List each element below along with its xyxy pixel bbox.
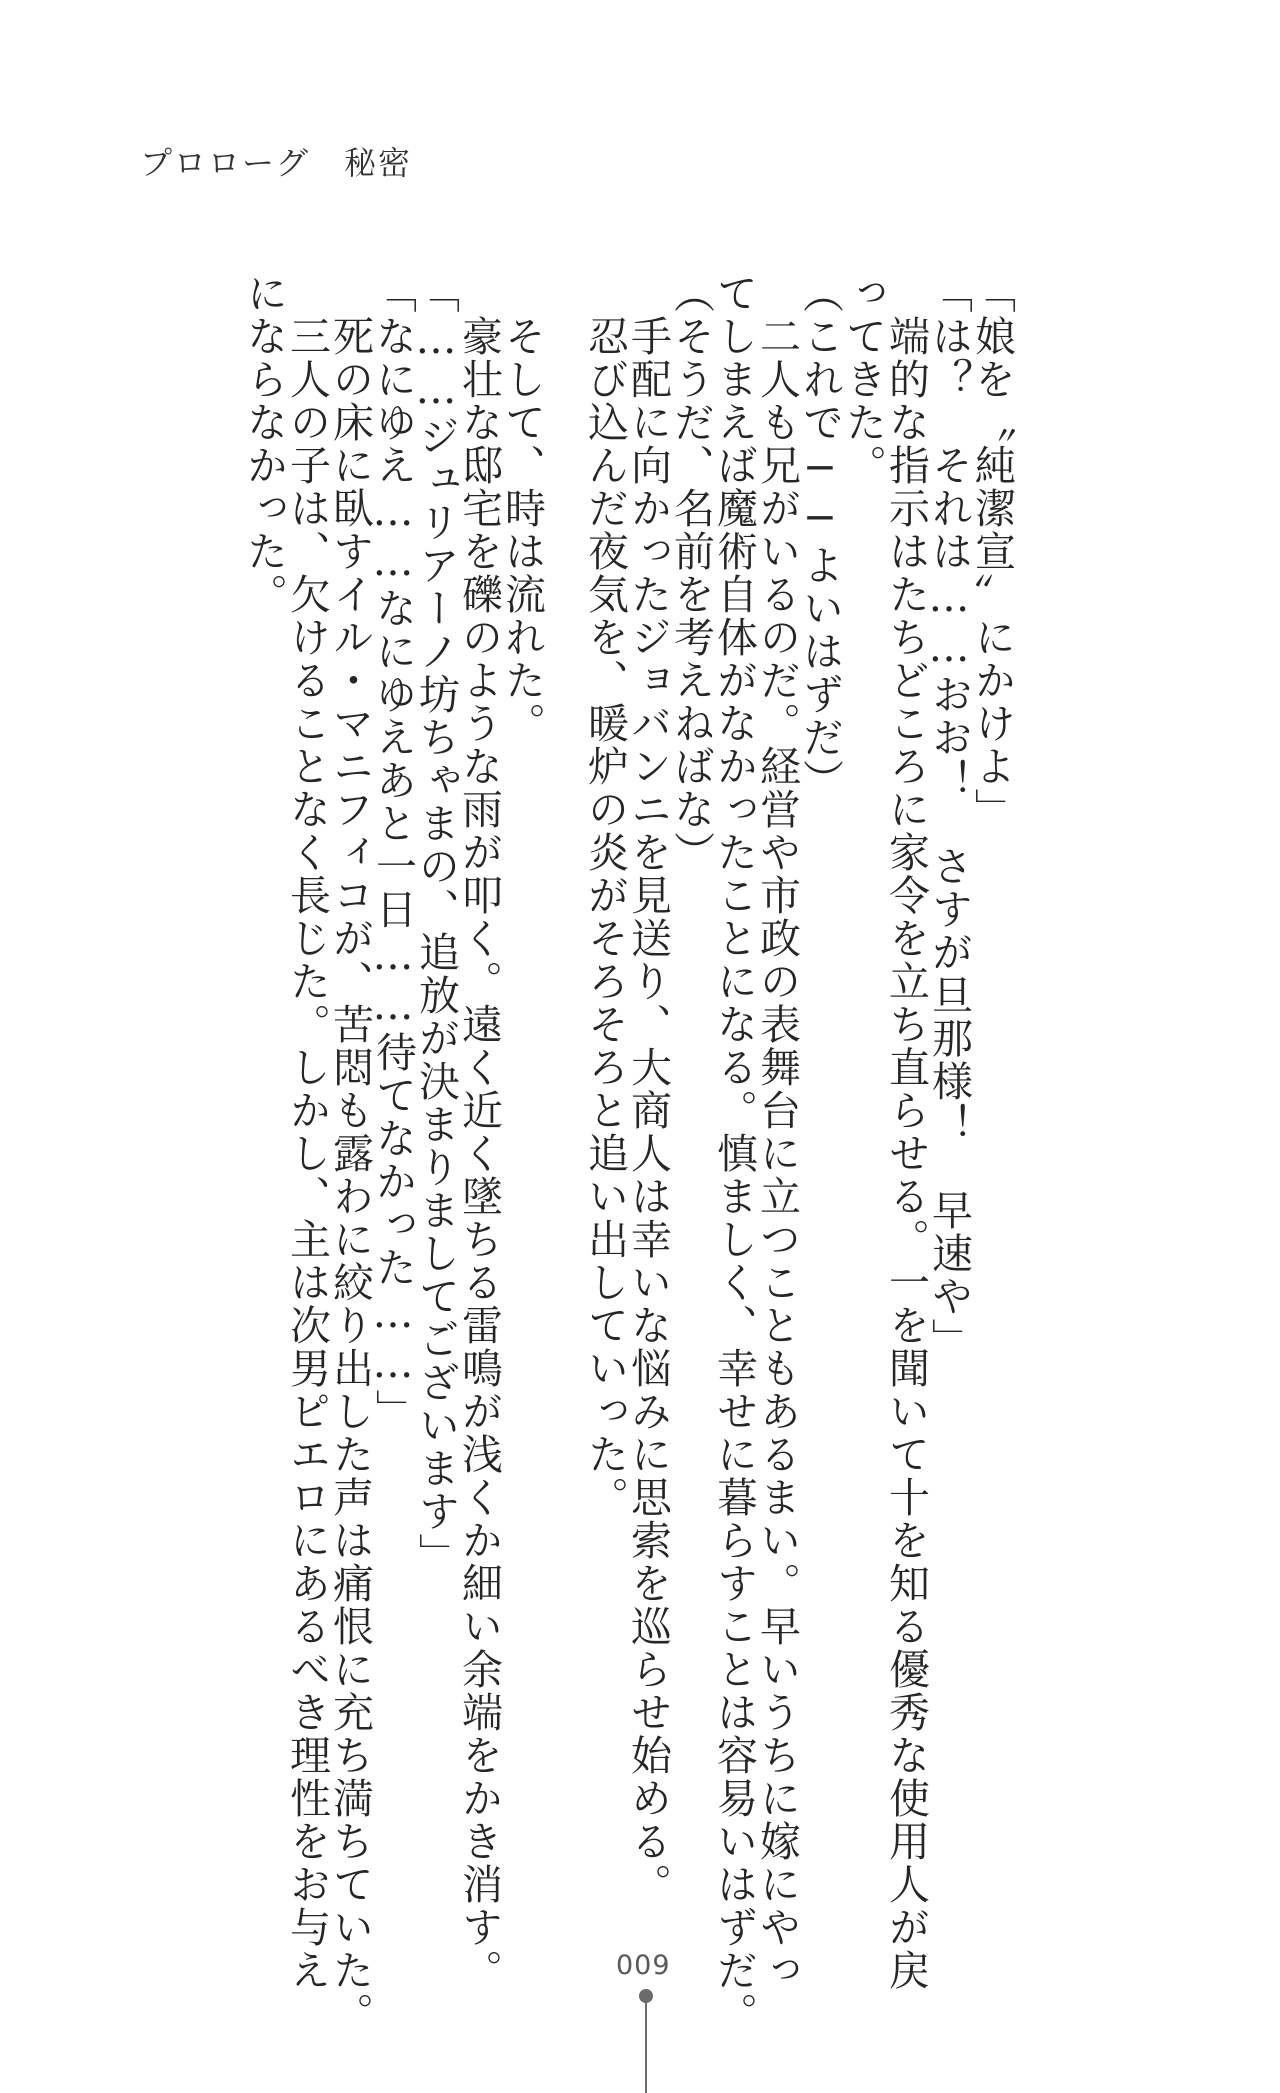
text-line: そして、時は流れた。 [498, 272, 546, 745]
scene-break [542, 272, 582, 1792]
text-line: ってきた。 [839, 272, 887, 487]
text-line: 端的な指示はたちどころに家令を立ち直らせる。一を聞いて十を知る優秀な使用人が戻 [882, 272, 930, 1992]
text-line: （そうだ、名前を考えねばな） [667, 272, 715, 874]
text-line: 三人の子は、欠けることなく長じた。しかし、主は次男ピエロにあるべき理性をお与え [283, 272, 331, 1992]
text-line: 「は？ それは……おお！ さすが旦那様！ 早速や」 [925, 272, 973, 1361]
text-line: てしまえば魔術自体がなかったことになる。慎ましく、幸せに暮らすことは容易いはずだ。 [710, 272, 758, 2035]
page-number: 009 [616, 1950, 671, 1981]
text-line: 二人も兄がいるのだ。経営や市政の表舞台に立つこともあるまい。早いうちに嫁にやっ [753, 272, 801, 1992]
text-line: 死の床に臥すイル・マニフィコが、苦悶も露わに絞り出した声は痛恨に充ち満ちていた。 [326, 272, 374, 2035]
text-line: 「娘を〝純潔宣〟にかけよ」 [968, 272, 1016, 831]
text-line: 「……ジュリアーノ坊ちゃまの、追放が決まりましてございます」 [412, 272, 460, 1576]
text-line: 豪壮な邸宅を礫のような雨が叩く。遠く近く墜ちる雷鳴が浅くか細い余端をかき消す。 [455, 272, 503, 1992]
text-line: （これで──よいはずだ） [796, 272, 844, 802]
text-line: 手配に向かったジョバンニを見送り、大商人は幸いな悩みに思索を巡らせ始める。 [624, 272, 672, 1906]
text-line: 忍び込んだ夜気を、暖炉の炎がそろそろと追い出していった。 [581, 272, 629, 1519]
text-line: 「なにゆえ……なにゆえあと一日……待てなかった……」 [369, 272, 417, 1432]
page-marker-line [645, 2000, 647, 2093]
chapter-title: プロローグ 秘密 [140, 144, 413, 182]
text-line: にならなかった。 [240, 272, 288, 616]
